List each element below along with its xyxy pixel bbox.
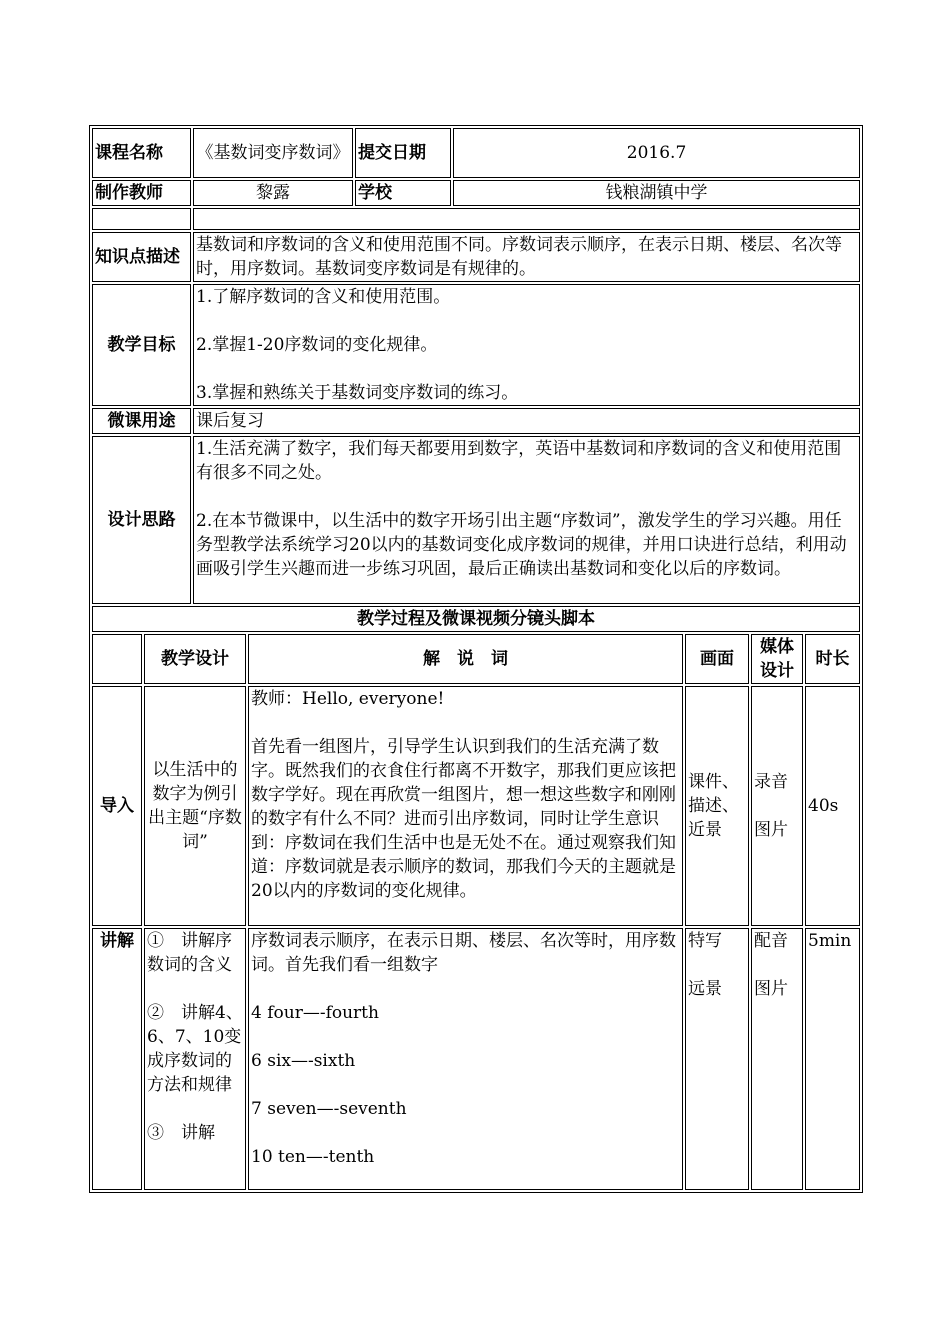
use-value: 课后复习 xyxy=(193,408,860,434)
teacher-value: 黎露 xyxy=(193,180,353,206)
screen-cell: 特写 远景 xyxy=(685,928,749,1190)
use-label: 微课用途 xyxy=(92,408,191,434)
design-value: 1.生活充满了数字，我们每天都要用到数字，英语中基数词和序数词的含义和使用范围有很多不同之处。 2.在本节微课中，以生活中的数字开场引出主题“序数词”，激发学生的学习兴趣。用任务型教学法系统学习20以内的基数词变化成序数词的规律，并用口诀进行总结，利用动画吸引学生兴趣而进一步练习巩固，最后正确读出基数词和变化以后的序数词。 xyxy=(193,436,860,604)
stage-cell: 讲解 xyxy=(92,928,142,1190)
course-name-label: 课程名称 xyxy=(92,128,191,178)
course-info-document xyxy=(89,125,861,1193)
goal-value: 1.了解序数词的含义和使用范围。 2.掌握1-20序数词的变化规律。 3.掌握和熟练关于基数词变序数词的练习。 xyxy=(193,284,860,406)
header-script: 解 说 词 xyxy=(248,634,683,684)
course-name-value: 《基数词变序数词》 xyxy=(193,128,353,178)
script-cell: 教师：Hello, everyone! 首先看一组图片，引导学生认识到我们的生活充满了数字。既然我们的衣食住行都离不开数字，那我们更应该把数字学好。现在再欣赏一组图片，想一想这些数字和刚刚的数字有什么不同？进而引出序数词，同时让学生意识到：序数词在我们生活中也是无处不在。通过观察我们知道：序数词就是表示顺序的数词，那我们今天的主题就是20以内的序数词的变化规律。 xyxy=(248,686,683,926)
header-stage-cell xyxy=(92,634,142,684)
media-cell: 配音 图片 xyxy=(751,928,803,1190)
empty-value-cell xyxy=(193,208,860,230)
school-label: 学校 xyxy=(355,180,451,206)
knowledge-value: 基数词和序数词的含义和使用范围不同。序数词表示顺序，在表示日期、楼层、名次等时，用序数词。基数词变序数词是有规律的。 xyxy=(193,232,860,282)
submit-date-label: 提交日期 xyxy=(355,128,451,178)
design-cell: ① 讲解序数词的含义 ② 讲解4、6、7、10变成序数词的方法和规律 ③ 讲解 xyxy=(144,928,246,1190)
school-value: 钱粮湖镇中学 xyxy=(453,180,860,206)
header-design: 教学设计 xyxy=(144,634,246,684)
duration-cell: 40s xyxy=(805,686,860,926)
teacher-label: 制作教师 xyxy=(92,180,191,206)
table-row xyxy=(92,928,860,1190)
goal-label: 教学目标 xyxy=(92,284,191,406)
process-section-title: 教学过程及微课视频分镜头脚本 xyxy=(92,606,860,632)
stage-cell: 导入 xyxy=(92,686,142,926)
header-media: 媒体设计 xyxy=(751,634,803,684)
empty-label-cell xyxy=(92,208,191,230)
knowledge-label: 知识点描述 xyxy=(92,232,191,282)
script-cell: 序数词表示顺序，在表示日期、楼层、名次等时，用序数词。首先我们看一组数字 4 four—-fourth 6 six—-sixth 7 seven—-seventh 10 ten—-tenth xyxy=(248,928,683,1190)
duration-cell: 5min xyxy=(805,928,860,1190)
header-duration: 时长 xyxy=(805,634,860,684)
course-table xyxy=(89,125,863,1193)
media-cell: 录音 图片 xyxy=(751,686,803,926)
table-row xyxy=(92,686,860,926)
header-screen: 画面 xyxy=(685,634,749,684)
design-cell: 以生活中的数字为例引出主题“序数词” xyxy=(144,686,246,926)
design-label: 设计思路 xyxy=(92,436,191,604)
screen-cell: 课件、描述、近景 xyxy=(685,686,749,926)
submit-date-value: 2016.7 xyxy=(453,128,860,178)
